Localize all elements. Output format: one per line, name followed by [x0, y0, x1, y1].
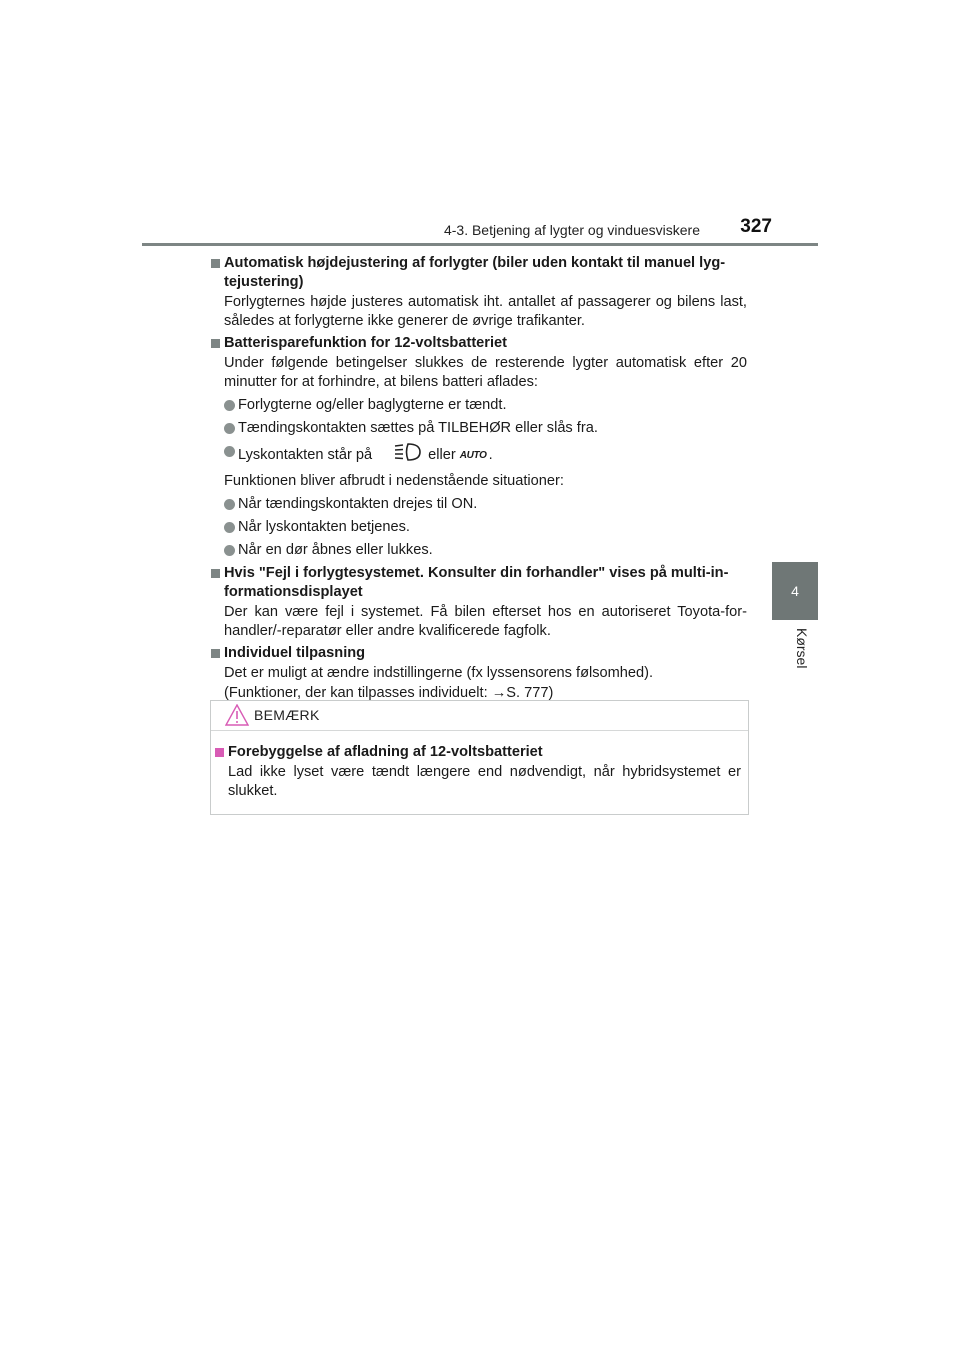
- section-heading: Batterisparefunktion for 12-voltsbatteriet: [224, 335, 508, 351]
- section-heading: Automatisk højdejustering af forlygter (biler uden kontakt til manuel lyg-tejustering): [224, 255, 726, 290]
- list-item: Når lyskontakten betjenes.: [211, 518, 747, 537]
- notice-item-heading: Forebyggelse af afladning af 12-voltsbatteriet: [228, 744, 543, 760]
- notice-box: [210, 700, 749, 815]
- square-bullet-icon: [211, 339, 220, 348]
- square-bullet-icon: [211, 569, 220, 578]
- notice-body: [215, 743, 741, 801]
- circle-bullet-icon: [224, 423, 235, 434]
- square-bullet-icon: [211, 259, 220, 268]
- section-body: Under følgende betingelser slukkes de resterende lygter automatisk efter 20 minutter for at forhindre, at bilens batteri aflades:: [224, 355, 747, 390]
- chapter-label: Kørsel: [794, 628, 810, 669]
- notice-header: [211, 701, 748, 731]
- notice-item-body: Lad ikke lyset være tændt længere end nødvendigt, når hybridsystemet er slukket.: [228, 764, 741, 799]
- page-number: 327: [740, 216, 772, 237]
- list-item: Forlygterne og/eller baglygterne er tændt.: [211, 396, 747, 415]
- section-title: 4-3. Betjening af lygter og vinduesviskere: [443, 222, 700, 238]
- section-height-adjust: [211, 254, 747, 331]
- section-heading: Hvis "Fejl i forlygtesystemet. Konsulter din forhandler" vises på multi-in-formationsdisplayet: [224, 565, 729, 600]
- section-customization: [211, 644, 747, 703]
- circle-bullet-icon: [224, 400, 235, 411]
- notice-title: BEMÆRK: [254, 707, 320, 723]
- section-body: Der kan være fejl i systemet. Få bilen efterset hos en autoriseret Toyota-for-handler/-reparatør eller andre kvalificerede fagfolk.: [224, 604, 747, 639]
- list-item: Tændingskontakten sættes på TILBEHØR eller slås fra.: [211, 419, 747, 438]
- section-body: Forlygternes højde justeres automatisk iht. antallet af passagerer og bilens last, således at forlygterne ikke generer de øvrige trafikanter.: [224, 294, 747, 329]
- square-bullet-icon: [215, 748, 224, 757]
- chapter-tab: 4: [772, 562, 818, 620]
- list-item: Når tændingskontakten drejes til ON.: [211, 495, 747, 514]
- section-body: Det er muligt at ændre indstillingerne (fx lyssensorens følsomhed).: [224, 665, 654, 681]
- circle-bullet-icon: [224, 446, 235, 457]
- section-battery-saver: [211, 334, 747, 560]
- headlight-icon: [378, 442, 424, 468]
- section-headlight-error: [211, 564, 747, 641]
- auto-icon: AUTO: [459, 449, 487, 461]
- page-header: [142, 214, 818, 244]
- list-item: Når en dør åbnes eller lukkes.: [211, 541, 747, 560]
- header-rule: [142, 243, 818, 246]
- square-bullet-icon: [211, 649, 220, 658]
- circle-bullet-icon: [224, 545, 235, 556]
- paragraph: Funktionen bliver afbrudt i nedenstående situationer:: [224, 473, 564, 489]
- warning-triangle-icon: [225, 704, 249, 731]
- section-reference: (Funktioner, der kan tilpasses individuelt: →S. 777): [224, 685, 554, 701]
- section-heading: Individuel tilpasning: [224, 645, 366, 661]
- circle-bullet-icon: [224, 499, 235, 510]
- list-item: Lyskontakten står på eller AUTO .: [211, 442, 747, 468]
- main-content: [211, 254, 747, 706]
- circle-bullet-icon: [224, 522, 235, 533]
